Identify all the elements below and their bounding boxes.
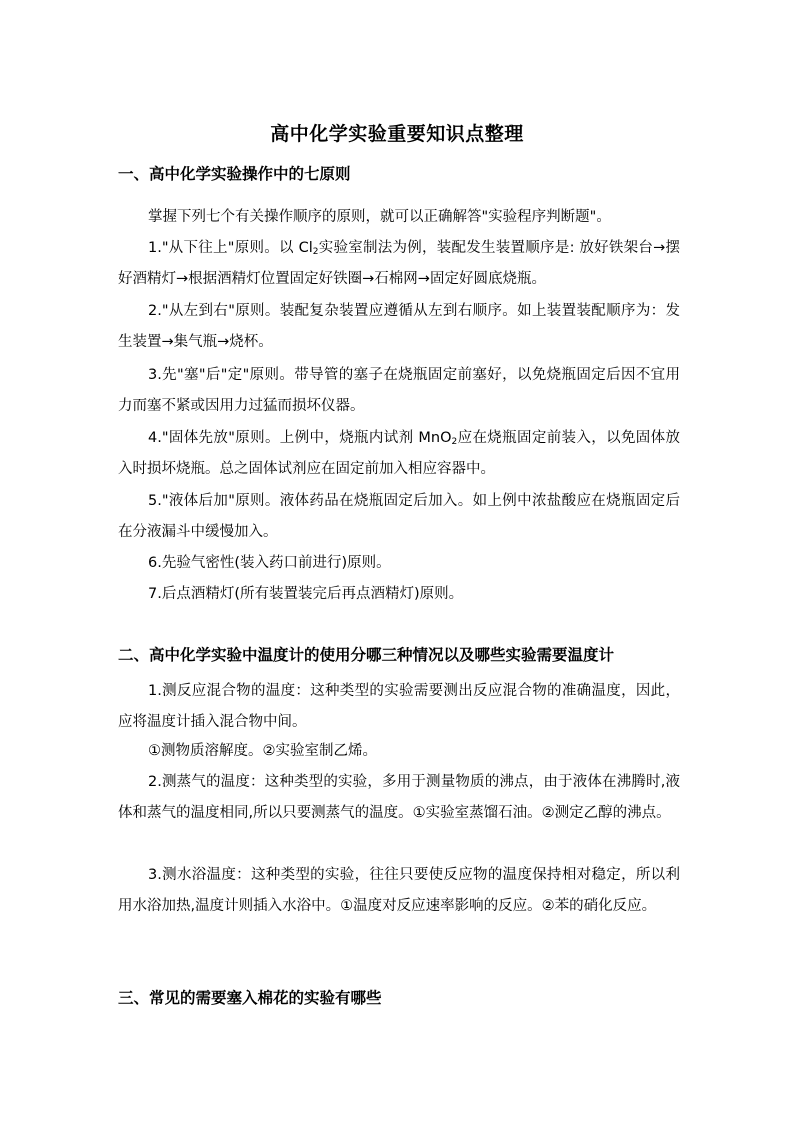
section1-principle-6: 6.先验气密性(装入药口前进行)原则。 (148, 555, 391, 571)
section1-principle-5: 5."液体后加"原则。液体药品在烧瓶固定后加入。如上例中浓盐酸应在烧瓶固定后在分液漏斗中缓慢加入。 (118, 493, 680, 540)
mno2-subscript: 2 (451, 437, 458, 447)
section1-principle-3: 3.先"塞"后"定"原则。带导管的塞子在烧瓶固定前塞好，以免烧瓶固定后因不宜用力而塞不紧或因用力过猛而损坏仪器。 (118, 367, 680, 414)
section1-intro: 掌握下列七个有关操作顺序的原则，就可以正确解答"实验程序判断题"。 (148, 209, 611, 225)
section2-case-3: 3.测水浴温度：这种类型的实验，往往只要使反应物的温度保持相对稳定，所以利用水浴加热,温度计则插入水浴中。①温度对反应速率影响的反应。②苯的硝化反应。 (118, 867, 680, 914)
chlorine-subscript: 2 (312, 247, 319, 257)
principle-4-text-b: 应在烧瓶固定前装入，以免固体放入时损坏烧瓶。总之固体试剂应在固定前加入相应容器中。 (118, 430, 680, 477)
section1-principle-7: 7.后点酒精灯(所有装置装完后再点酒精灯)原则。 (148, 586, 464, 602)
section2-case-2: 2.测蒸气的温度：这种类型的实验，多用于测量物质的沸点，由于液体在沸腾时,液体和蒸气的温度相同,所以只要测蒸气的温度。①实验室蒸馏石油。②测定乙醇的沸点。 (118, 774, 680, 821)
principle-1-text-a: 1."从下往上"原则。以 Cl (148, 240, 313, 256)
section2-case-1: 1.测反应混合物的温度：这种类型的实验需要测出反应混合物的准确温度，因此，应将温度计插入混合物中间。 (118, 683, 680, 730)
section1-principle-4 (118, 423, 680, 485)
section1-principle-2: 2."从左到右"原则。装配复杂装置应遵循从左到右顺序。如上装置装配顺序为：发生装置→集气瓶→烧杯。 (118, 303, 680, 350)
section2-case-1-examples: ①测物质溶解度。②实验室制乙烯。 (148, 743, 377, 759)
principle-1-text-b: 实验室制法为例，装配发生装置顺序是: 放好铁架台→摆好酒精灯→根据酒精灯位置固定好铁圈→石棉网→固定好圆底烧瓶。 (118, 240, 680, 287)
section3-heading: 三、常见的需要塞入棉花的实验有哪些 (118, 989, 382, 1007)
section1-heading: 一、高中化学实验操作中的七原则 (118, 165, 351, 183)
section2-heading: 二、高中化学实验中温度计的使用分哪三种情况以及哪些实验需要温度计 (118, 646, 615, 664)
document-title: 高中化学实验重要知识点整理 (270, 123, 524, 145)
principle-4-text-a: 4."固体先放"原则。上例中，烧瓶内试剂 MnO (148, 430, 452, 446)
section1-principle-1 (118, 233, 680, 295)
